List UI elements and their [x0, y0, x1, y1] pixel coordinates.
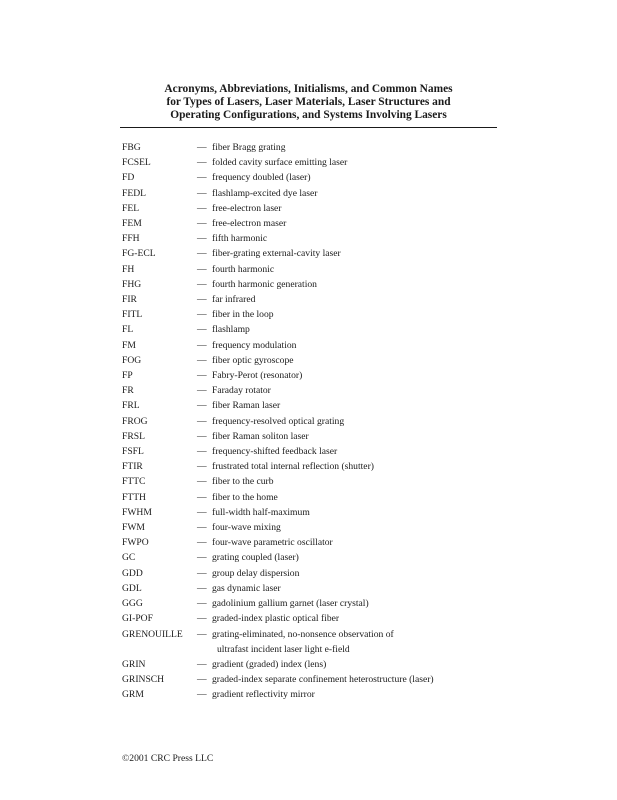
entry-definition: Faraday rotator: [212, 385, 271, 397]
glossary-entry: [122, 246, 582, 261]
entry-definition: gradient reflectivity mirror: [212, 689, 315, 701]
entry-abbreviation: FWHM: [122, 506, 152, 518]
entry-dash: —: [197, 552, 207, 564]
entry-dash: —: [197, 157, 207, 169]
entry-abbreviation: GC: [122, 552, 136, 564]
glossary-entry: [122, 216, 582, 231]
glossary-entry: [122, 566, 582, 581]
entry-abbreviation: GRM: [122, 689, 144, 701]
entry-dash: —: [197, 385, 207, 397]
entry-definition: folded cavity surface emitting laser: [212, 157, 348, 169]
glossary-entry: [122, 429, 582, 444]
entry-abbreviation: FWPO: [122, 537, 149, 549]
title-line-1: Acronyms, Abbreviations, Initialisms, and Common Names: [164, 83, 453, 95]
entry-abbreviation: FEDL: [122, 187, 146, 199]
entry-definition: graded-index plastic optical fiber: [212, 613, 340, 625]
entry-abbreviation: FG-ECL: [122, 248, 156, 260]
entry-definition: fiber Raman laser: [212, 400, 281, 412]
glossary-entry: [122, 155, 582, 170]
entry-dash: —: [197, 172, 207, 184]
entry-dash: —: [197, 491, 207, 503]
glossary-entry: [122, 140, 582, 155]
entry-definition: free-electron laser: [212, 202, 282, 214]
entry-abbreviation: FWM: [122, 522, 145, 534]
glossary-entry: [122, 231, 582, 246]
entry-abbreviation: FROG: [122, 415, 148, 427]
entry-dash: —: [197, 142, 207, 153]
title-line-3: Operating Configurations, and Systems Involving Lasers: [170, 109, 447, 121]
entry-abbreviation: FITL: [122, 309, 143, 321]
entry-abbreviation: FEL: [122, 202, 140, 214]
glossary-entry: [122, 322, 582, 337]
entry-abbreviation: FEM: [122, 218, 142, 230]
glossary-entry: [122, 596, 582, 611]
entry-dash: —: [197, 324, 207, 336]
entry-abbreviation: FRL: [122, 400, 140, 412]
entry-abbreviation: GDL: [122, 582, 142, 594]
page-title: [120, 83, 497, 122]
entry-dash: —: [197, 233, 207, 245]
entry-definition: grating-eliminated, no-nonsence observation of: [212, 628, 394, 640]
entry-dash: —: [197, 430, 207, 442]
entry-definition-continued: ultrafast incident laser light e-field: [217, 643, 350, 655]
glossary-entry: [122, 292, 582, 307]
glossary-entry: [122, 505, 582, 520]
entry-abbreviation: GI-POF: [122, 613, 153, 625]
glossary-entry: [122, 535, 582, 550]
entry-dash: —: [197, 187, 207, 199]
entry-dash: —: [197, 658, 207, 670]
entry-dash: —: [197, 400, 207, 412]
copyright-footer: ©2001 CRC Press LLC: [122, 753, 214, 764]
entry-definition: far infrared: [212, 294, 256, 306]
entry-dash: —: [197, 506, 207, 518]
entry-definition: flashlamp: [212, 324, 250, 336]
entry-dash: —: [197, 248, 207, 260]
entry-definition: free-electron maser: [212, 218, 287, 230]
entry-abbreviation: FBG: [122, 142, 141, 153]
glossary-entry: [122, 581, 582, 596]
entry-definition: fiber Raman soliton laser: [212, 430, 309, 442]
entry-definition: flashlamp-excited dye laser: [212, 187, 318, 199]
entry-definition: frequency doubled (laser): [212, 172, 311, 184]
entry-abbreviation: GRINSCH: [122, 674, 165, 686]
entry-dash: —: [197, 613, 207, 625]
entry-definition: Fabry-Perot (resonator): [212, 370, 303, 382]
glossary-entry: [122, 307, 582, 322]
entry-abbreviation: GRIN: [122, 658, 146, 670]
entry-definition: full-width half-maximum: [212, 506, 310, 518]
glossary-entry: [122, 672, 582, 687]
glossary-entry: [122, 201, 582, 216]
glossary-entry: [122, 368, 582, 383]
glossary-entry: [122, 414, 582, 429]
glossary-entry: [122, 490, 582, 505]
entry-definition: gadolinium gallium garnet (laser crystal): [212, 598, 369, 610]
entry-dash: —: [197, 446, 207, 458]
entry-dash: —: [197, 476, 207, 488]
entry-abbreviation: FOG: [122, 354, 142, 366]
entry-definition: fourth harmonic: [212, 263, 275, 275]
entry-abbreviation: GDD: [122, 567, 143, 579]
entry-definition: fiber-grating external-cavity laser: [212, 248, 341, 260]
entry-definition: frequency-shifted feedback laser: [212, 446, 338, 458]
glossary-entry: [122, 277, 582, 292]
title-underline: [120, 127, 497, 128]
entry-definition: fifth harmonic: [212, 233, 268, 245]
entry-abbreviation: FTTH: [122, 491, 146, 503]
entry-definition: frustrated total internal reflection (shutter): [212, 461, 374, 473]
entry-abbreviation: FTTC: [122, 476, 146, 488]
entry-abbreviation: FL: [122, 324, 134, 336]
glossary-entry: [122, 687, 582, 702]
entry-definition: grating coupled (laser): [212, 552, 299, 564]
entry-abbreviation: FR: [122, 385, 134, 397]
entry-abbreviation: FRSL: [122, 430, 145, 442]
entry-definition: fiber in the loop: [212, 309, 274, 321]
glossary-entry: [122, 657, 582, 672]
entry-abbreviation: FFH: [122, 233, 140, 245]
entry-dash: —: [197, 354, 207, 366]
glossary-entry: [122, 550, 582, 565]
entry-dash: —: [197, 339, 207, 351]
glossary-entry: [122, 170, 582, 185]
entry-definition: four-wave mixing: [212, 522, 281, 534]
entry-abbreviation: GGG: [122, 598, 143, 610]
entry-dash: —: [197, 415, 207, 427]
entry-dash: —: [197, 294, 207, 306]
entry-dash: —: [197, 263, 207, 275]
entry-definition: fiber to the curb: [212, 476, 274, 488]
entry-definition: graded-index separate confinement heterostructure (laser): [212, 674, 434, 686]
glossary-entry: [122, 474, 582, 489]
entry-dash: —: [197, 522, 207, 534]
glossary-entry: [122, 520, 582, 535]
entry-dash: —: [197, 628, 207, 640]
entry-definition: group delay dispersion: [212, 567, 300, 579]
entry-dash: —: [197, 309, 207, 321]
glossary-entry: [122, 459, 582, 474]
glossary-entry: [122, 611, 582, 626]
glossary-entry: [122, 444, 582, 459]
entry-dash: —: [197, 370, 207, 382]
entry-dash: —: [197, 567, 207, 579]
entry-dash: —: [197, 278, 207, 290]
glossary-entry: [122, 338, 582, 353]
entry-definition: fiber to the home: [212, 491, 278, 503]
entry-dash: —: [197, 461, 207, 473]
entry-dash: —: [197, 598, 207, 610]
entry-dash: —: [197, 218, 207, 230]
entry-definition: gas dynamic laser: [212, 582, 281, 594]
glossary-entry: [122, 627, 582, 657]
entry-abbreviation: FP: [122, 370, 133, 382]
entry-dash: —: [197, 582, 207, 594]
entry-dash: —: [197, 674, 207, 686]
entry-definition: fiber optic gyroscope: [212, 354, 294, 366]
entry-definition: fourth harmonic generation: [212, 278, 317, 290]
entry-abbreviation: FHG: [122, 278, 142, 290]
entry-abbreviation: FTIR: [122, 461, 143, 473]
entry-abbreviation: FH: [122, 263, 135, 275]
glossary-entry: [122, 398, 582, 413]
glossary-entry: [122, 186, 582, 201]
entry-definition: fiber Bragg grating: [212, 142, 286, 153]
entry-definition: four-wave parametric oscillator: [212, 537, 333, 549]
glossary-entry: [122, 353, 582, 368]
entry-definition: frequency-resolved optical grating: [212, 415, 345, 427]
entry-abbreviation: FIR: [122, 294, 137, 306]
glossary-entry: [122, 383, 582, 398]
entry-definition: gradient (graded) index (lens): [212, 658, 327, 670]
entry-abbreviation: FD: [122, 172, 135, 184]
entry-abbreviation: FSFL: [122, 446, 144, 458]
entry-abbreviation: FCSEL: [122, 157, 151, 169]
entry-definition: frequency modulation: [212, 339, 297, 351]
entry-dash: —: [197, 202, 207, 214]
title-line-2: for Types of Lasers, Laser Materials, Laser Structures and: [166, 96, 451, 108]
glossary-list: [122, 140, 582, 703]
entry-abbreviation: GRENOUILLE: [122, 628, 183, 640]
entry-dash: —: [197, 689, 207, 701]
entry-dash: —: [197, 537, 207, 549]
entry-abbreviation: FM: [122, 339, 136, 351]
glossary-entry: [122, 262, 582, 277]
